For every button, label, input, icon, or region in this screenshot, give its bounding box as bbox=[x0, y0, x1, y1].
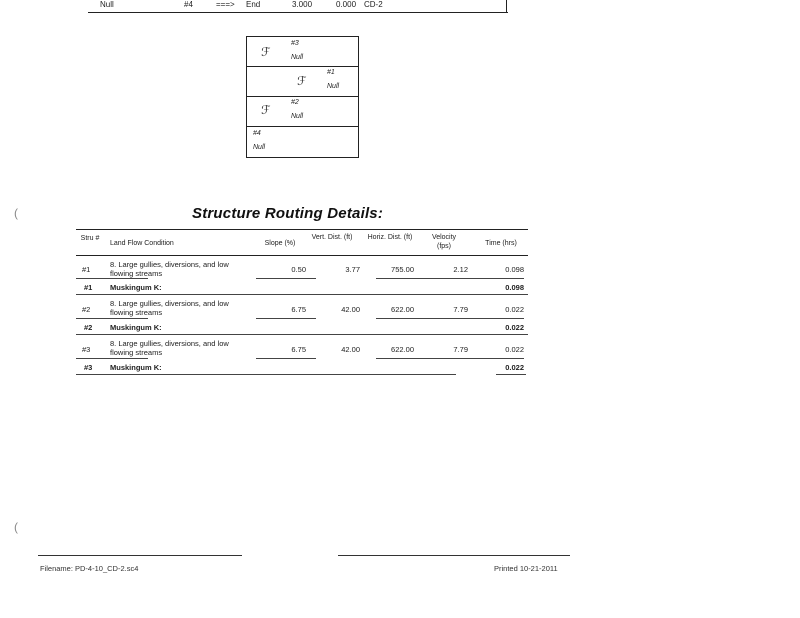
row-horiz: 622.00 bbox=[391, 345, 414, 354]
top-row-val1: 3.000 bbox=[292, 0, 313, 9]
row-horiz: 622.00 bbox=[391, 305, 414, 314]
row-condition: 8. Large gullies, diversions, and low flowing streams bbox=[110, 299, 229, 317]
row-vert: 42.00 bbox=[341, 305, 360, 314]
top-row-rule bbox=[88, 12, 508, 13]
top-row-id: #4 bbox=[184, 0, 193, 9]
row-horiz: 755.00 bbox=[391, 265, 414, 274]
row-slope: 6.75 bbox=[291, 305, 306, 314]
top-row-arrow: ===> bbox=[216, 0, 235, 9]
footer-filename: Filename: PD-4-10_CD-2.sc4 bbox=[40, 564, 139, 573]
row-vert: 42.00 bbox=[341, 345, 360, 354]
section-title: Structure Routing Details: bbox=[192, 205, 384, 222]
summary-time: 0.022 bbox=[505, 363, 524, 372]
row-time: 0.022 bbox=[505, 345, 524, 354]
top-row-name: Null bbox=[100, 0, 114, 9]
header-slope: Slope (%) bbox=[264, 240, 296, 247]
summary-time: 0.022 bbox=[505, 323, 524, 332]
routing-diagram bbox=[246, 36, 359, 158]
structure-icon: ℱ bbox=[297, 74, 307, 88]
row-velocity: 7.79 bbox=[453, 345, 468, 354]
footer-printed: Printed 10-21-2011 bbox=[494, 564, 558, 573]
header-stru: Stru # bbox=[80, 235, 100, 242]
binding-mark: ( bbox=[14, 206, 18, 220]
structure-icon: ℱ bbox=[261, 45, 271, 59]
row-stru: #1 bbox=[82, 265, 91, 274]
node-id: #3 bbox=[291, 40, 299, 47]
summary-id: #3 bbox=[84, 363, 93, 372]
header-time: Time (hrs) bbox=[485, 240, 517, 247]
row-time: 0.022 bbox=[505, 305, 524, 314]
row-slope: 6.75 bbox=[291, 345, 306, 354]
row-velocity: 7.79 bbox=[453, 305, 468, 314]
node-label: Null bbox=[291, 113, 304, 120]
node-id: #2 bbox=[291, 99, 299, 106]
row-condition: 8. Large gullies, diversions, and low flowing streams bbox=[110, 339, 229, 357]
row-stru: #2 bbox=[82, 305, 91, 314]
top-row-dest: End bbox=[246, 0, 261, 9]
row-stru: #3 bbox=[82, 345, 91, 354]
header-horiz-dist: Horiz. Dist. (ft) bbox=[367, 234, 413, 241]
node-id: #1 bbox=[327, 69, 335, 76]
header-land-flow: Land Flow Condition bbox=[110, 240, 174, 247]
summary-id: #1 bbox=[84, 283, 93, 292]
summary-id: #2 bbox=[84, 323, 93, 332]
top-row-code: CD-2 bbox=[364, 0, 383, 9]
node-label: Null bbox=[327, 83, 340, 90]
row-condition: 8. Large gullies, diversions, and low flowing streams bbox=[110, 260, 229, 278]
summary-time: 0.098 bbox=[505, 283, 524, 292]
summary-label: Muskingum K: bbox=[110, 283, 162, 292]
row-slope: 0.50 bbox=[291, 265, 306, 274]
header-velocity: Velocity (fps) bbox=[431, 234, 457, 250]
node-id: #4 bbox=[253, 130, 261, 137]
top-row-val2: 0.000 bbox=[336, 0, 357, 9]
row-time: 0.098 bbox=[505, 265, 524, 274]
header-vert-dist: Vert. Dist. (ft) bbox=[311, 234, 353, 241]
structure-icon: ℱ bbox=[261, 103, 271, 117]
top-row-border bbox=[506, 0, 507, 13]
node-label: Null bbox=[291, 54, 304, 61]
row-velocity: 2.12 bbox=[453, 265, 468, 274]
summary-label: Muskingum K: bbox=[110, 323, 162, 332]
node-label: Null bbox=[253, 144, 266, 151]
row-vert: 3.77 bbox=[345, 265, 360, 274]
binding-mark: ( bbox=[14, 520, 18, 534]
summary-label: Muskingum K: bbox=[110, 363, 162, 372]
